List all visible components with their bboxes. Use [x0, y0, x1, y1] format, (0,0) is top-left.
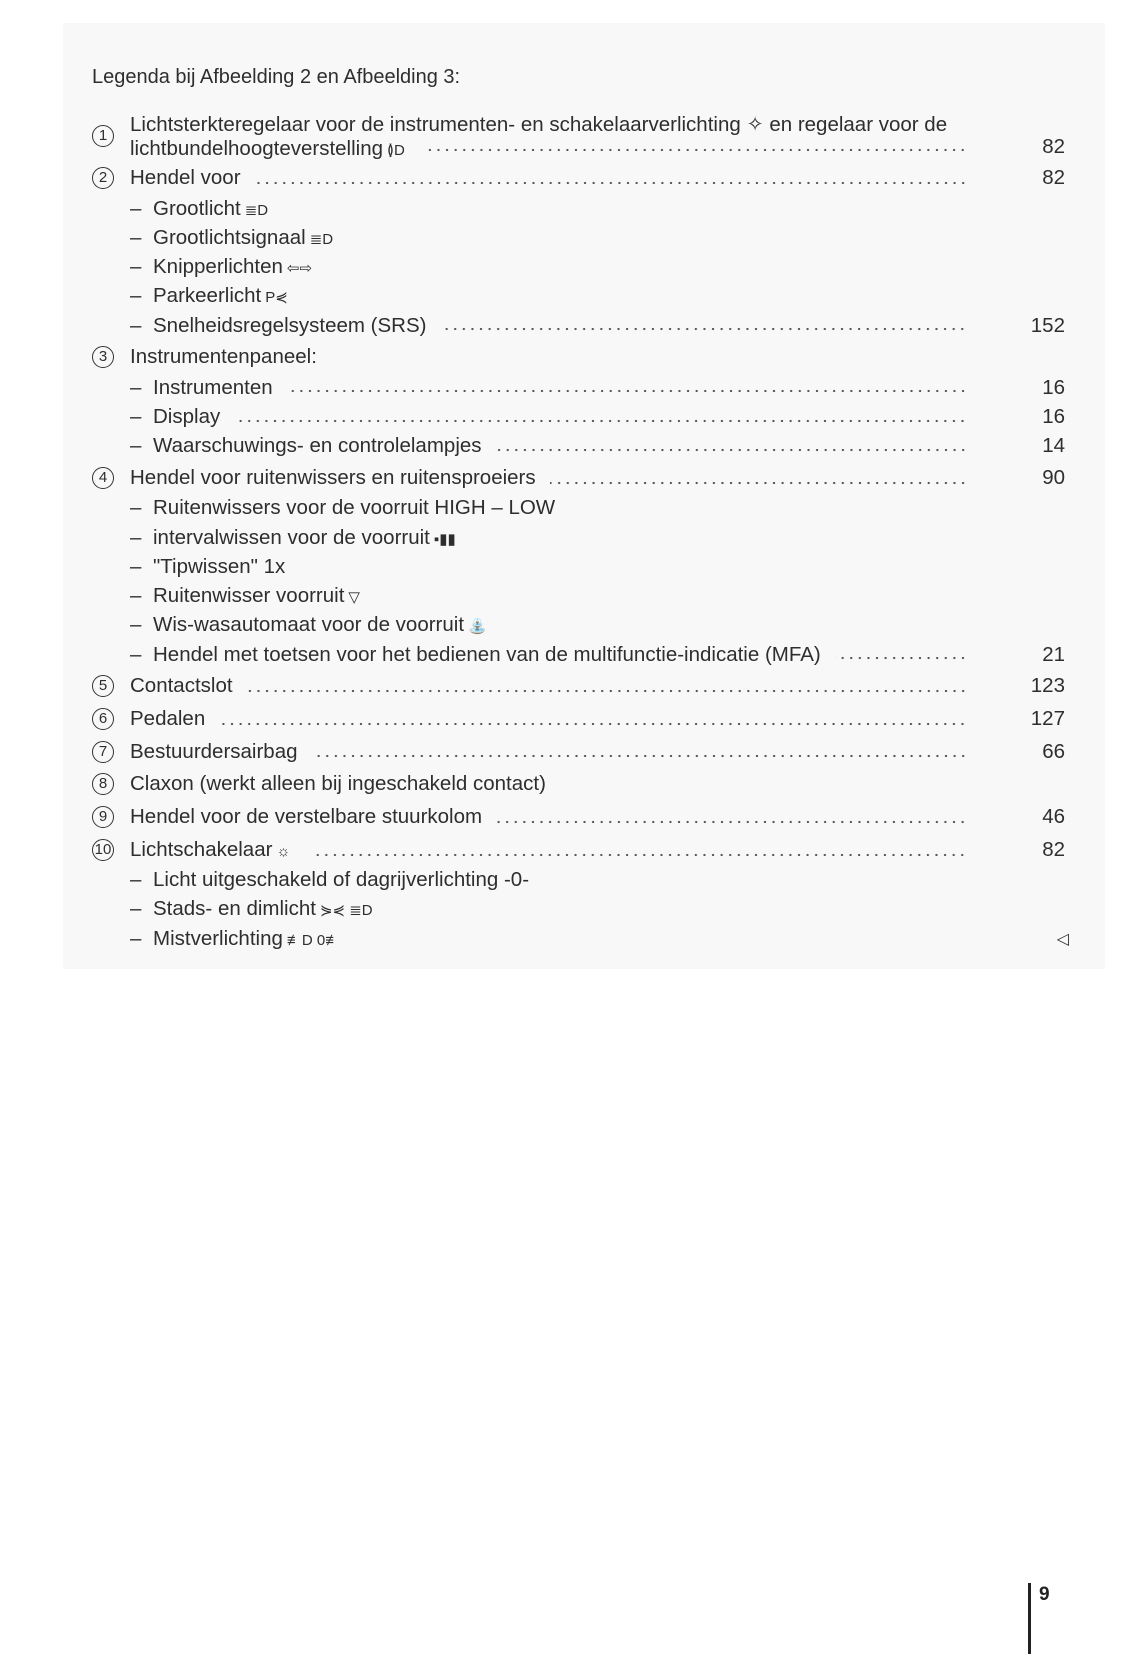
list-dash: –	[130, 642, 142, 666]
parking-light-icon: P⋞	[265, 289, 288, 307]
item-label-text: Bestuurdersairbag	[130, 739, 298, 763]
list-dash: –	[130, 404, 142, 428]
dot-leader	[440, 327, 967, 331]
list-dash: –	[130, 584, 142, 608]
turn-signal-icon: ⇦⇨	[286, 260, 313, 278]
list-dash: –	[130, 434, 142, 458]
legend-item	[92, 640, 1065, 669]
list-dash: –	[130, 897, 142, 921]
item-label-text: Pedalen	[130, 707, 206, 731]
list-dash: –	[130, 375, 142, 399]
dot-leader	[219, 722, 967, 726]
page-number-rule	[1028, 1583, 1031, 1654]
dot-leader	[234, 419, 967, 423]
item-label-text: Waarschuwings- en controlelampjes	[153, 434, 482, 458]
dot-leader	[247, 689, 967, 693]
item-label	[130, 113, 947, 163]
list-dash: –	[130, 613, 142, 637]
dot-leader	[255, 181, 967, 185]
item-number-badge: 10	[92, 839, 114, 861]
item-label	[153, 255, 312, 279]
item-label-line: lichtbundelhoogteverstelling	[130, 137, 384, 161]
item-label-text: Ruitenwissers voor de voorruit HIGH – LOW	[153, 496, 556, 520]
legend-item	[92, 194, 1065, 223]
fog-light-icon: ≢D 0≢	[286, 931, 341, 949]
list-dash: –	[130, 926, 142, 950]
legend-item	[92, 162, 1065, 194]
item-label-text: Instrumenten	[153, 375, 273, 399]
legend-item	[92, 462, 1065, 494]
dot-leader	[550, 481, 967, 485]
item-label	[130, 674, 233, 698]
legend-item	[92, 282, 1065, 311]
item-label-text: Snelheidsregelsysteem (SRS)	[153, 313, 427, 337]
washer-icon: ⛲	[468, 618, 487, 636]
item-label	[130, 707, 205, 731]
item-number-badge: 1	[92, 125, 114, 147]
dot-leader	[835, 656, 967, 660]
legend-item	[92, 703, 1065, 735]
item-number-badge: 6	[92, 708, 114, 730]
legend-item	[92, 611, 1065, 640]
item-label	[153, 868, 529, 892]
item-label	[130, 166, 241, 190]
page-reference: 82	[1042, 166, 1065, 190]
dot-leader	[427, 148, 967, 152]
page-number: 9	[1039, 1584, 1050, 1605]
item-label-text: Display	[153, 404, 221, 428]
page-reference: 14	[1042, 434, 1065, 458]
wiper-icon: ▽	[348, 589, 360, 607]
item-label-text: Licht uitgeschakeld of dagrijverlichting -0-	[153, 868, 530, 892]
legend-item	[92, 494, 1065, 523]
item-number-badge: 7	[92, 741, 114, 763]
item-label-text: Hendel voor	[130, 166, 241, 190]
item-label-text: Claxon (werkt alleen bij ingeschakeld contact)	[130, 772, 546, 796]
page-reference: 21	[1042, 642, 1065, 666]
item-label-text: Ruitenwisser voorruit	[153, 584, 345, 608]
legend-item	[92, 113, 1065, 161]
item-number-badge: 9	[92, 806, 114, 828]
item-label-text: Contactslot	[130, 674, 233, 698]
item-label	[153, 643, 821, 667]
legend-item	[92, 552, 1065, 581]
page-reference: 127	[1030, 707, 1065, 731]
list-dash: –	[130, 196, 142, 220]
legend-item	[92, 252, 1065, 281]
item-label	[153, 555, 285, 579]
item-label	[153, 613, 487, 637]
dot-leader	[316, 853, 967, 857]
item-label-text: intervalwissen voor de voorruit	[153, 525, 430, 549]
page-reference: 82	[1042, 135, 1065, 159]
list-dash: –	[130, 525, 142, 549]
item-label	[153, 584, 360, 608]
legend-item	[92, 866, 1065, 895]
item-label	[153, 405, 220, 429]
legend-item	[92, 801, 1065, 833]
item-label-text: Hendel met toetsen voor het bedienen van de multifunctie-indicatie (MFA)	[153, 642, 821, 666]
item-number-badge: 2	[92, 167, 114, 189]
item-label	[153, 197, 268, 221]
item-label	[153, 434, 482, 458]
headlight-flasher-icon: ≣D	[309, 230, 334, 248]
item-label	[153, 376, 273, 400]
legend-title: Legenda bij Afbeelding 2 en Afbeelding 3:	[92, 66, 461, 88]
legend-item	[92, 736, 1065, 768]
item-label	[130, 740, 298, 764]
legend-item	[92, 432, 1065, 461]
legend-item	[92, 223, 1065, 252]
item-number-badge: 8	[92, 773, 114, 795]
legend-item	[92, 373, 1065, 402]
page-reference: 82	[1042, 837, 1065, 861]
page-reference: 46	[1042, 805, 1065, 829]
item-label-text: Grootlichtsignaal	[153, 225, 306, 249]
item-label-text: Knipperlichten	[153, 255, 283, 279]
list-dash: –	[130, 554, 142, 578]
list-dash: –	[130, 313, 142, 337]
item-label-text: Lichtschakelaar	[130, 837, 273, 861]
dot-leader	[496, 820, 967, 824]
high-beam-icon: ≣D	[244, 201, 269, 219]
dot-leader	[496, 448, 967, 452]
item-number-badge: 3	[92, 346, 114, 368]
side-and-low-beam-icon: ⋟⋞ ≣D	[319, 902, 373, 920]
item-label	[153, 897, 373, 921]
interval-wipe-icon: ▪▮▮	[433, 530, 456, 548]
item-label	[153, 927, 340, 951]
page-reference: 90	[1042, 465, 1065, 489]
list-dash: –	[130, 284, 142, 308]
item-label	[153, 226, 333, 250]
legend-item	[92, 671, 1065, 703]
item-label-text: Grootlicht	[153, 196, 241, 220]
item-label	[153, 496, 555, 520]
item-label-text: Hendel voor ruitenwissers en ruitensproeiers	[130, 465, 536, 489]
item-label-text: Wis-wasautomaat voor de voorruit	[153, 613, 465, 637]
light-switch-icon: ☼	[276, 842, 291, 860]
item-label-line: Lichtsterkteregelaar voor de instrumenten- en schakelaarverlichting ✧ en regelaar voor de	[130, 113, 948, 137]
item-label	[130, 345, 317, 369]
item-label	[130, 466, 536, 490]
item-number-badge: 5	[92, 675, 114, 697]
item-label-text: Instrumentenpaneel:	[130, 345, 317, 369]
item-label	[130, 772, 546, 796]
item-label-text: Stads- en dimlicht	[153, 897, 316, 921]
dot-leader	[312, 754, 968, 758]
page-reference: 16	[1042, 404, 1065, 428]
legend-item	[92, 895, 1065, 924]
legend-item	[92, 582, 1065, 611]
page-reference: 123	[1030, 674, 1065, 698]
list-dash: –	[130, 496, 142, 520]
item-label	[153, 284, 288, 308]
item-number-badge: 4	[92, 467, 114, 489]
legend-item	[92, 834, 1065, 866]
headlight-range-icon: ≬D	[387, 142, 405, 160]
legend-item	[92, 924, 1069, 953]
page-reference: 16	[1042, 375, 1065, 399]
legend-list	[92, 112, 1069, 953]
dot-leader	[287, 389, 967, 393]
legend-item	[92, 769, 1065, 801]
legend-panel	[63, 23, 1105, 969]
item-label-text: Parkeerlicht	[153, 284, 262, 308]
legend-item	[92, 402, 1065, 431]
item-label-text: "Tipwissen" 1x	[153, 554, 286, 578]
legend-item	[92, 311, 1065, 340]
page-reference: 152	[1030, 313, 1065, 337]
item-label-text: Hendel voor de verstelbare stuurkolom	[130, 805, 483, 829]
list-dash: –	[130, 868, 142, 892]
item-label-text: Mistverlichting	[153, 926, 283, 950]
list-dash: –	[130, 255, 142, 279]
list-dash: –	[130, 225, 142, 249]
legend-item	[92, 523, 1065, 552]
legend-item	[92, 342, 1065, 374]
item-label	[130, 838, 290, 862]
item-label	[153, 526, 456, 550]
back-arrow-icon: ◁	[1056, 930, 1069, 948]
item-label	[153, 314, 426, 338]
item-label	[130, 805, 482, 829]
page-reference: 66	[1042, 739, 1065, 763]
